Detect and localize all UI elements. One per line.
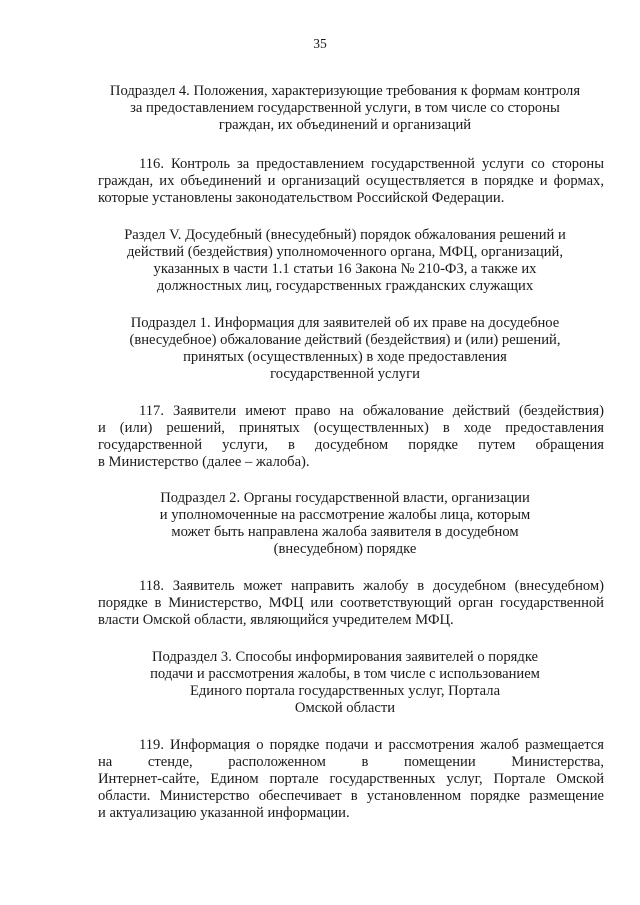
subsection4-heading-line-2: за предоставлением государственной услуги, в том числе со стороны bbox=[130, 100, 560, 116]
subsection4-heading-line-3: граждан, их объединений и организаций bbox=[218, 117, 472, 133]
subsection3-heading-line-2: подачи и рассмотрения жалобы, в том числе с использованием bbox=[150, 666, 540, 682]
para117-line-2: и (или) решений, принятых (осуществленных) в ходе предоставления bbox=[98, 420, 604, 436]
subsection3-heading-line-3: Единого портала государственных услуг, Портала bbox=[189, 683, 501, 699]
page-number: 35 bbox=[313, 36, 327, 51]
section5-heading-line-2: действий (бездействия) уполномоченного органа, МФЦ, организаций, bbox=[126, 244, 564, 260]
para118-line-2: порядке в Министерство, МФЦ или соответствующий орган государственной bbox=[98, 595, 604, 611]
section5-heading-line-3: указанных в части 1.1 статьи 16 Закона № 210-ФЗ, а также их bbox=[153, 261, 537, 277]
subsection2-heading-line-2: и уполномоченные на рассмотрение жалобы лица, которым bbox=[159, 507, 531, 523]
subsection4-heading-line-1: Подраздел 4. Положения, характеризующие требования к формам контроля bbox=[109, 83, 581, 99]
subsection2-heading-line-1: Подраздел 2. Органы государственной власти, организации bbox=[160, 490, 530, 506]
para119-line-5: и актуализацию указанной информации. bbox=[98, 805, 350, 821]
para118-line-3: власти Омской области, являющийся учредителем МФЦ. bbox=[98, 612, 454, 628]
para116-line-3: которые установлены законодательством Российской Федерации. bbox=[98, 190, 505, 206]
para117-line-4: в Министерство (далее – жалоба). bbox=[98, 454, 310, 470]
para119-line-1: 119. Информация о порядке подачи и рассмотрения жалоб размещается bbox=[139, 737, 604, 753]
para116-line-2: граждан, их объединений и организаций осуществляется в порядке и формах, bbox=[98, 173, 604, 189]
section5-heading-line-1: Раздел V. Досудебный (внесудебный) порядок обжалования решений и bbox=[124, 227, 566, 243]
subsection3-heading-line-4: Омской области bbox=[294, 700, 396, 716]
para117-line-1: 117. Заявители имеют право на обжалование действий (бездействия) bbox=[139, 403, 604, 419]
section5-heading-line-4: должностных лиц, государственных гражданских служащих bbox=[156, 278, 534, 294]
subsection1-heading-line-1: Подраздел 1. Информация для заявителей об их праве на досудебное bbox=[130, 315, 560, 331]
para119-line-3: Интернет-сайте, Едином портале государственных услуг, Портале Омской bbox=[98, 771, 604, 787]
subsection1-heading-line-2: (внесудебное) обжалование действий (бездействия) и (или) решений, bbox=[129, 332, 561, 348]
para117-line-3: государственной услуги, в досудебном порядке путем обращения bbox=[98, 437, 604, 453]
subsection1-heading-line-3: принятых (осуществленных) в ходе предоставления bbox=[183, 349, 507, 365]
subsection2-heading-line-4: (внесудебном) порядке bbox=[273, 541, 417, 557]
para118-line-1: 118. Заявитель может направить жалобу в досудебном (внесудебном) bbox=[139, 578, 604, 594]
subsection2-heading-line-3: может быть направлена жалоба заявителя в досудебном bbox=[171, 524, 519, 540]
para119-line-4: области. Министерство обеспечивает в установленном порядке размещение bbox=[98, 788, 604, 804]
para119-line-2: на стенде, расположенном в помещении Министерства, bbox=[98, 754, 604, 770]
para116-line-1: 116. Контроль за предоставлением государственной услуги со стороны bbox=[139, 156, 604, 172]
subsection3-heading-line-1: Подраздел 3. Способы информирования заявителей о порядке bbox=[151, 649, 539, 665]
subsection1-heading-line-4: государственной услуги bbox=[270, 366, 420, 382]
